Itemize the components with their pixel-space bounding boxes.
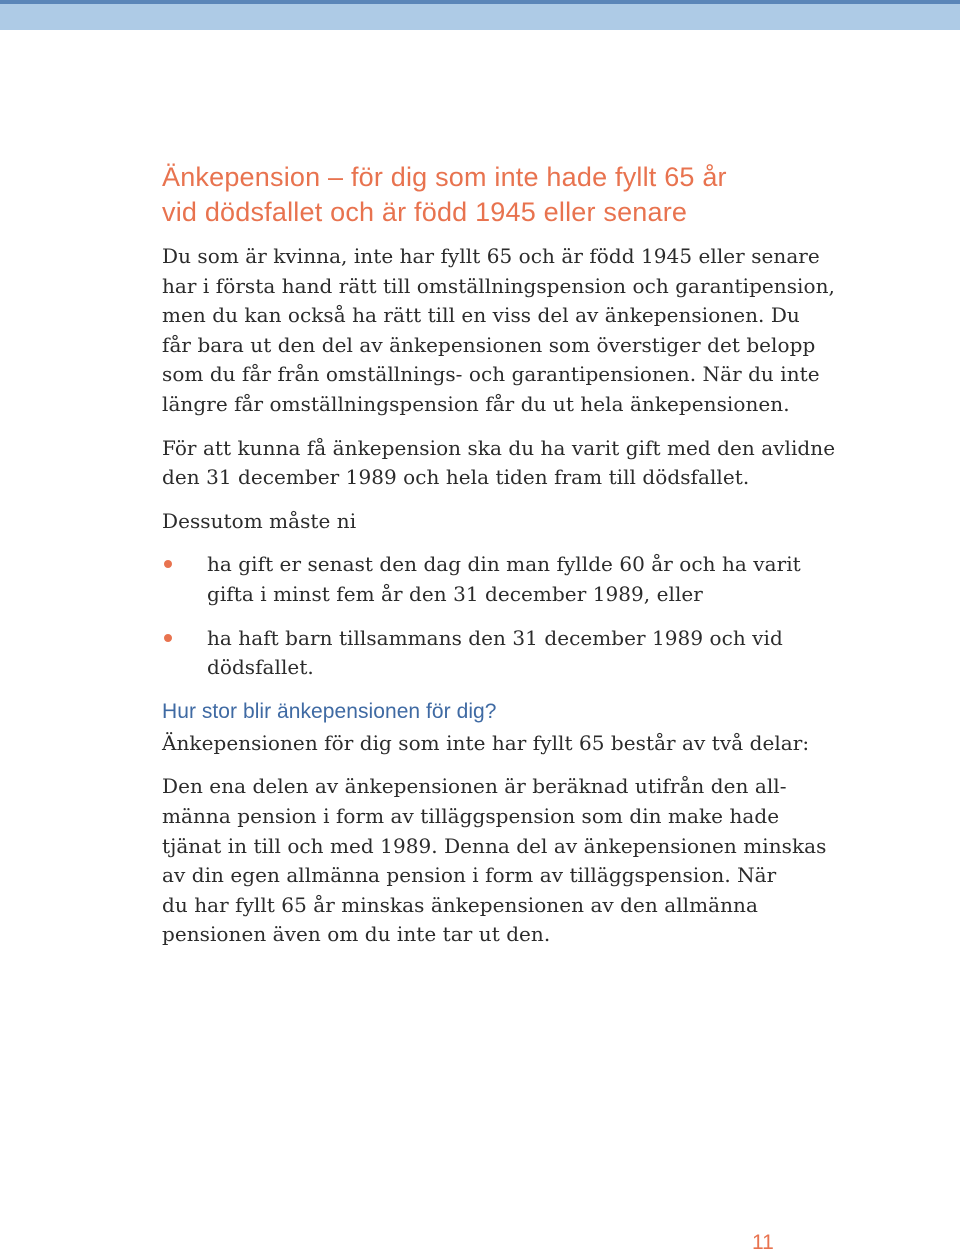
text-line: av din egen allmänna pension i form av tilläggspension. När	[162, 863, 777, 888]
list-item	[162, 624, 802, 683]
text-line: Den ena delen av änkepensionen är beräknad utifrån den all-	[162, 774, 787, 799]
page-number: 11	[752, 1231, 774, 1254]
page-title-line: vid dödsfallet och är född 1945 eller senare	[162, 197, 688, 227]
text-line: längre får omställningspension får du ut hela änkepensionen.	[162, 391, 790, 416]
requirements-lead-in: Dessutom måste ni	[162, 508, 357, 533]
calculation-paragraph	[162, 772, 827, 950]
text-line: har i första hand rätt till omställningspension och garantipension,	[162, 273, 835, 298]
text-line: tjänat in till och med 1989. Denna del av änkepensionen minskas	[162, 833, 827, 858]
text-line: För att kunna få änkepension ska du ha varit gift med den avlidne	[162, 435, 836, 460]
section-heading: Hur stor blir änkepensionen för dig?	[162, 699, 497, 723]
requirements-list	[162, 550, 802, 682]
list-item	[162, 550, 802, 609]
text-line: den 31 december 1989 och hela tiden fram till dödsfallet.	[162, 465, 750, 490]
bullet-icon	[164, 634, 172, 642]
header-band-rule	[0, 0, 960, 4]
text-line: Änkepensionen för dig som inte har fyllt 65 består av två delar:	[162, 730, 810, 755]
text-line: männa pension i form av tilläggspension som din make hade	[162, 803, 780, 828]
two-parts-paragraph	[162, 729, 810, 759]
text-line: ha haft barn tillsammans den 31 december 1989 och vid	[207, 625, 783, 650]
page-content	[162, 160, 836, 964]
text-line: som du får från omställnings- och garantipensionen. När du inte	[162, 362, 820, 387]
text-line: ha gift er senast den dag din man fyllde 60 år och ha varit	[207, 552, 801, 577]
page-title-line: Änkepension – för dig som inte hade fyllt 65 år	[162, 162, 727, 192]
text-line: men du kan också ha rätt till en viss del av änkepensionen. Du	[162, 303, 800, 328]
text-line: får bara ut den del av änkepensionen som överstiger det belopp	[162, 332, 816, 357]
text-line: Du som är kvinna, inte har fyllt 65 och är född 1945 eller senare	[162, 244, 820, 268]
page-title	[162, 160, 802, 230]
text-line: pensionen även om du inte tar ut den.	[162, 922, 551, 947]
header-band	[0, 0, 960, 30]
text-line: du har fyllt 65 år minskas änkepensionen av den allmänna	[162, 892, 758, 917]
intro-paragraph	[162, 242, 835, 420]
bullet-icon	[164, 560, 172, 568]
text-line: gifta i minst fem år den 31 december 1989, eller	[207, 581, 703, 606]
text-line: dödsfallet.	[207, 655, 314, 680]
eligibility-paragraph	[162, 434, 836, 493]
